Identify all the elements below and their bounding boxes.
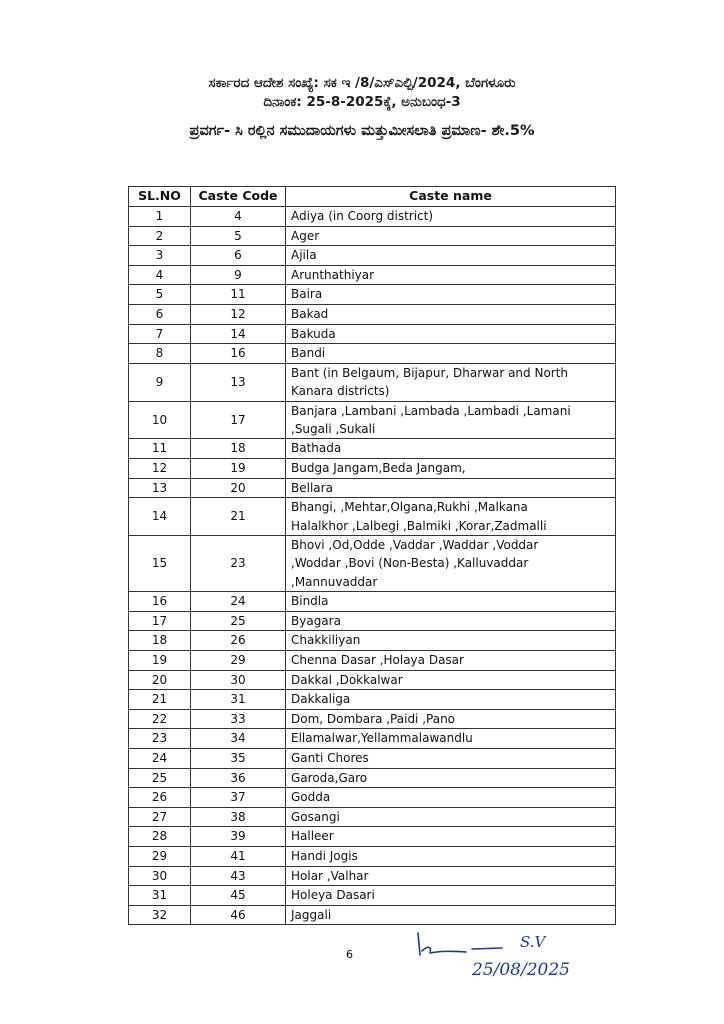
table-row xyxy=(129,670,616,690)
table-row xyxy=(129,709,616,729)
caste-name-line: Bandi xyxy=(291,346,326,361)
table-row xyxy=(129,344,616,364)
cell-caste-code: 5 xyxy=(191,226,286,246)
table-body xyxy=(129,207,616,925)
table-row xyxy=(129,748,616,768)
cell-slno: 18 xyxy=(129,631,191,651)
cell-slno: 30 xyxy=(129,866,191,886)
cell-caste-name xyxy=(286,458,616,478)
cell-caste-code: 19 xyxy=(191,458,286,478)
cell-caste-name xyxy=(286,650,616,670)
caste-name-line: Kanara districts) xyxy=(291,384,390,399)
caste-table xyxy=(128,186,616,925)
caste-name-line: Byagara xyxy=(291,613,341,628)
cell-caste-name xyxy=(286,324,616,344)
cell-caste-name xyxy=(286,304,616,324)
cell-caste-name xyxy=(286,611,616,631)
cell-caste-code: 38 xyxy=(191,807,286,827)
caste-name-line: Holeya Dasari xyxy=(291,888,375,903)
cell-caste-code: 21 xyxy=(191,498,286,536)
cell-caste-code: 23 xyxy=(191,535,286,591)
cell-caste-code: 43 xyxy=(191,866,286,886)
cell-slno: 17 xyxy=(129,611,191,631)
caste-name-line: Budga Jangam,Beda Jangam, xyxy=(291,461,466,476)
signature-date: 25/08/2025 xyxy=(472,960,570,980)
table-row xyxy=(129,592,616,612)
caste-name-line: Bakad xyxy=(291,307,329,322)
caste-name-line: Gosangi xyxy=(291,809,340,824)
table-row xyxy=(129,807,616,827)
cell-caste-code: 33 xyxy=(191,709,286,729)
cell-caste-name xyxy=(286,478,616,498)
cell-slno: 7 xyxy=(129,324,191,344)
handwritten-signature xyxy=(410,925,610,985)
caste-name-line: Bindla xyxy=(291,594,329,609)
cell-slno: 2 xyxy=(129,226,191,246)
caste-name-line: ,Sugali ,Sukali xyxy=(291,421,376,436)
table-row xyxy=(129,285,616,305)
cell-caste-name xyxy=(286,768,616,788)
table-row xyxy=(129,401,616,439)
cell-caste-name xyxy=(286,439,616,459)
table-row xyxy=(129,226,616,246)
cell-caste-name xyxy=(286,748,616,768)
col-header-caste-code: Caste Code xyxy=(191,187,286,207)
cell-caste-name xyxy=(286,670,616,690)
date-annexure-line: ದಿನಾಂಕ: 25-8-2025ಕ್ಕೆ, ಅನುಬಂಧ-3 xyxy=(263,94,461,110)
caste-name-line: Holar ,Valhar xyxy=(291,868,369,883)
cell-slno: 6 xyxy=(129,304,191,324)
cell-slno: 29 xyxy=(129,846,191,866)
table-header-row xyxy=(129,187,616,207)
caste-name-line: Ager xyxy=(291,228,320,243)
caste-name-line: Ellamalwar,Yellammalawandlu xyxy=(291,731,473,746)
cell-slno: 16 xyxy=(129,592,191,612)
table-row xyxy=(129,729,616,749)
cell-caste-code: 35 xyxy=(191,748,286,768)
cell-caste-code: 12 xyxy=(191,304,286,324)
cell-caste-name xyxy=(286,535,616,591)
cell-caste-code: 9 xyxy=(191,265,286,285)
cell-caste-code: 20 xyxy=(191,478,286,498)
cell-caste-name xyxy=(286,592,616,612)
caste-name-line: Baira xyxy=(291,287,323,302)
cell-slno: 22 xyxy=(129,709,191,729)
cell-caste-name xyxy=(286,498,616,536)
cell-caste-code: 26 xyxy=(191,631,286,651)
cell-caste-code: 45 xyxy=(191,886,286,906)
caste-name-line: Adiya (in Coorg district) xyxy=(291,209,434,224)
caste-name-line: Godda xyxy=(291,790,331,805)
table-row xyxy=(129,788,616,808)
cell-caste-code: 30 xyxy=(191,670,286,690)
cell-caste-code: 25 xyxy=(191,611,286,631)
cell-caste-name xyxy=(286,363,616,401)
cell-caste-name xyxy=(286,729,616,749)
page-number: 6 xyxy=(346,948,353,961)
cell-caste-code: 11 xyxy=(191,285,286,305)
cell-caste-name xyxy=(286,344,616,364)
cell-caste-code: 14 xyxy=(191,324,286,344)
caste-name-line: Ajila xyxy=(291,248,317,263)
col-header-slno: SL.NO xyxy=(129,187,191,207)
cell-caste-name xyxy=(286,905,616,925)
cell-slno: 15 xyxy=(129,535,191,591)
cell-caste-code: 6 xyxy=(191,246,286,266)
cell-slno: 14 xyxy=(129,498,191,536)
caste-name-line: Chenna Dasar ,Holaya Dasar xyxy=(291,653,464,668)
cell-caste-name xyxy=(286,788,616,808)
table-row xyxy=(129,886,616,906)
cell-slno: 13 xyxy=(129,478,191,498)
cell-caste-code: 39 xyxy=(191,827,286,847)
cell-slno: 4 xyxy=(129,265,191,285)
caste-name-line: Bhangi, ,Mehtar,Olgana,Rukhi ,Malkana xyxy=(291,500,528,515)
cell-slno: 27 xyxy=(129,807,191,827)
cell-slno: 28 xyxy=(129,827,191,847)
table-row xyxy=(129,905,616,925)
cell-slno: 31 xyxy=(129,886,191,906)
cell-caste-name xyxy=(286,846,616,866)
caste-name-line: Banjara ,Lambani ,Lambada ,Lambadi ,Lamani xyxy=(291,403,571,418)
table-row xyxy=(129,265,616,285)
table-row xyxy=(129,827,616,847)
cell-caste-name xyxy=(286,807,616,827)
caste-name-line: Bant (in Belgaum, Bijapur, Dharwar and North xyxy=(291,365,569,380)
caste-name-line: Bellara xyxy=(291,480,333,495)
cell-caste-code: 29 xyxy=(191,650,286,670)
cell-caste-code: 13 xyxy=(191,363,286,401)
cell-caste-name xyxy=(286,285,616,305)
caste-name-line: Halalkhor ,Lalbegi ,Balmiki ,Korar,Zadmalli xyxy=(291,518,547,533)
cell-caste-name xyxy=(286,690,616,710)
cell-caste-code: 4 xyxy=(191,207,286,227)
table-row xyxy=(129,866,616,886)
cell-caste-name xyxy=(286,631,616,651)
table-row xyxy=(129,458,616,478)
cell-slno: 3 xyxy=(129,246,191,266)
cell-caste-code: 37 xyxy=(191,788,286,808)
caste-name-line: ,Mannuvaddar xyxy=(291,574,378,589)
cell-slno: 1 xyxy=(129,207,191,227)
cell-caste-name xyxy=(286,265,616,285)
caste-name-line: Jaggali xyxy=(291,907,332,922)
order-number-line: ಸರ್ಕಾರದ ಆದೇಶ ಸಂಖ್ಯೆ: ಸಕ ಇ /8/ಎಸ್ಎಲ್ಪಿ/2024, ಬೆಂಗಳೂರು xyxy=(208,75,516,91)
cell-caste-name xyxy=(286,207,616,227)
table-row xyxy=(129,324,616,344)
col-header-caste-name: Caste name xyxy=(286,187,616,207)
cell-slno: 23 xyxy=(129,729,191,749)
cell-caste-code: 18 xyxy=(191,439,286,459)
cell-slno: 12 xyxy=(129,458,191,478)
caste-name-line: ,Woddar ,Bovi (Non-Besta) ,Kalluvaddar xyxy=(291,556,529,571)
table-row xyxy=(129,498,616,536)
category-title-line: ಪ್ರವರ್ಗ- ಸಿ ರಲ್ಲಿನ ಸಮುದಾಯಗಳು ಮತ್ತುಮೀಸಲಾತಿ ಪ್ರಮಾಣ- ಶೇ.5% xyxy=(189,123,535,139)
table-row xyxy=(129,535,616,591)
caste-name-line: Chakkiliyan xyxy=(291,633,361,648)
cell-caste-code: 16 xyxy=(191,344,286,364)
caste-name-line: Dakkal ,Dokkalwar xyxy=(291,672,403,687)
cell-slno: 25 xyxy=(129,768,191,788)
cell-caste-name xyxy=(286,709,616,729)
caste-name-line: Garoda,Garo xyxy=(291,770,368,785)
cell-slno: 10 xyxy=(129,401,191,439)
cell-slno: 11 xyxy=(129,439,191,459)
cell-slno: 24 xyxy=(129,748,191,768)
table-row xyxy=(129,846,616,866)
caste-name-line: Dom, Dombara ,Paidi ,Pano xyxy=(291,711,456,726)
caste-name-line: Handi Jogis xyxy=(291,849,358,863)
caste-name-line: Bhovi ,Od,Odde ,Vaddar ,Waddar ,Voddar xyxy=(291,537,539,552)
table-row xyxy=(129,631,616,651)
cell-caste-name xyxy=(286,226,616,246)
caste-name-line: Ganti Chores xyxy=(291,751,369,766)
cell-caste-code: 17 xyxy=(191,401,286,439)
cell-caste-name xyxy=(286,866,616,886)
cell-slno: 9 xyxy=(129,363,191,401)
cell-caste-name xyxy=(286,246,616,266)
cell-caste-code: 24 xyxy=(191,592,286,612)
cell-caste-code: 36 xyxy=(191,768,286,788)
table-row xyxy=(129,439,616,459)
table-row xyxy=(129,207,616,227)
table-row xyxy=(129,768,616,788)
cell-caste-code: 34 xyxy=(191,729,286,749)
cell-caste-name xyxy=(286,401,616,439)
cell-slno: 20 xyxy=(129,670,191,690)
cell-slno: 19 xyxy=(129,650,191,670)
caste-name-line: Bathada xyxy=(291,441,342,456)
table-row xyxy=(129,690,616,710)
caste-name-line: Halleer xyxy=(291,829,334,844)
table-row xyxy=(129,304,616,324)
caste-name-line: Dakkaliga xyxy=(291,692,351,707)
cell-slno: 5 xyxy=(129,285,191,305)
cell-caste-code: 41 xyxy=(191,846,286,866)
table-row xyxy=(129,363,616,401)
table-row xyxy=(129,650,616,670)
table-row xyxy=(129,611,616,631)
cell-slno: 8 xyxy=(129,344,191,364)
cell-caste-code: 31 xyxy=(191,690,286,710)
caste-name-line: Bakuda xyxy=(291,326,336,341)
table-row xyxy=(129,478,616,498)
cell-caste-code: 46 xyxy=(191,905,286,925)
signature-initials: S.V xyxy=(520,933,546,951)
table-row xyxy=(129,246,616,266)
cell-slno: 32 xyxy=(129,905,191,925)
cell-slno: 21 xyxy=(129,690,191,710)
cell-caste-name xyxy=(286,886,616,906)
cell-slno: 26 xyxy=(129,788,191,808)
cell-caste-name xyxy=(286,827,616,847)
caste-name-line: Arunthathiyar xyxy=(291,267,375,282)
